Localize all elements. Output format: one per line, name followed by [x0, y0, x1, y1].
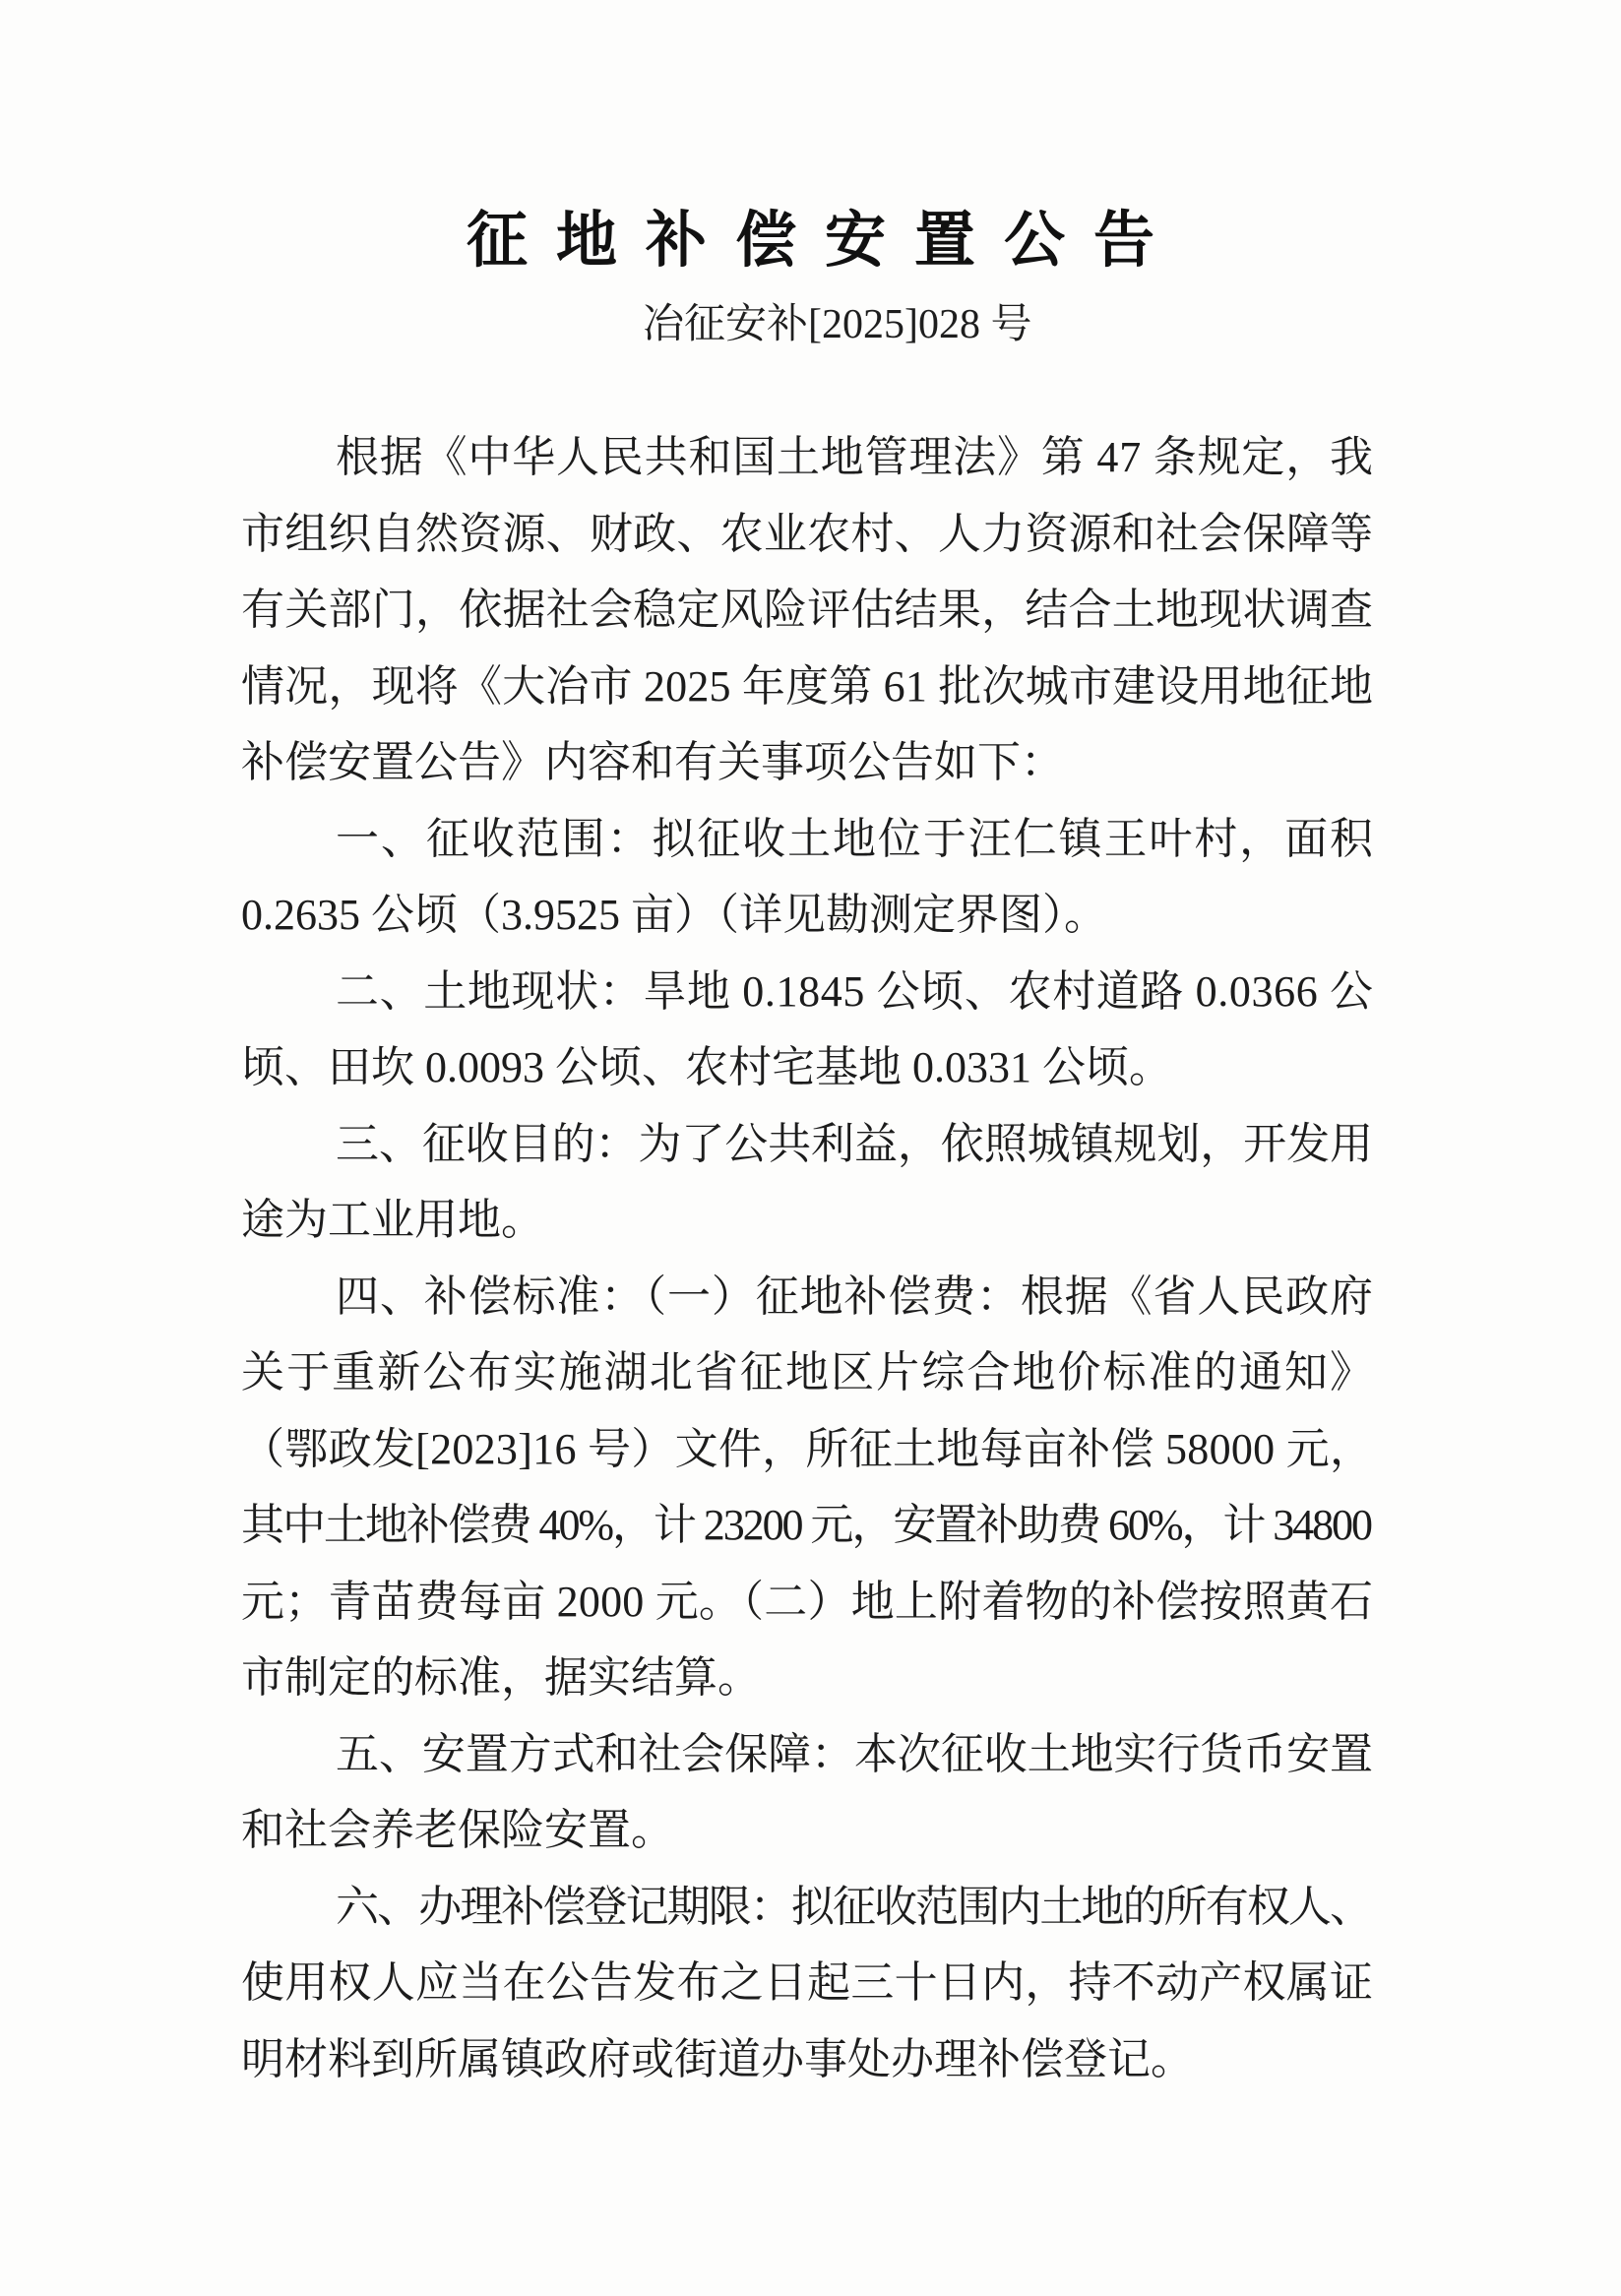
line-text: 根据《中华人民共和国土地管理法》第 47 条规定，我: [336, 433, 1374, 481]
line-text: 元；青苗费每亩 2000 元。（二）地上附着物的补偿按照黄石: [241, 1577, 1374, 1626]
text-line: [241, 1792, 1373, 1869]
line-text: 明材料到所属镇政府或街道办事处办理补偿登记。: [241, 2034, 1194, 2083]
text-line: [241, 1182, 1373, 1259]
line-text: 三、征收目的：为了公共利益，依照城镇规划，开发用: [336, 1119, 1373, 1168]
section-1-scope: [241, 801, 1373, 954]
paragraph-intro: [241, 419, 1373, 801]
line-text: 五、安置方式和社会保障：本次征收土地实行货币安置: [336, 1729, 1373, 1778]
line-text: 市组织自然资源、财政、农业农村、人力资源和社会保障等: [241, 509, 1374, 558]
line-text: 四、补偿标准：（一）征地补偿费：根据《省人民政府: [336, 1272, 1374, 1321]
text-line: [241, 954, 1373, 1030]
line-text: 情况，现将《大冶市 2025 年度第 61 批次城市建设用地征地: [241, 661, 1374, 711]
text-line: [241, 496, 1373, 573]
line-text: 使用权人应当在公告发布之日起三十日内，持不动产权属证: [241, 1958, 1374, 2007]
line-text: 其中土地补偿费 40%，计 23200 元，安置补助费 60%，计 34800: [241, 1501, 1371, 1549]
line-text: 补偿安置公告》内容和有关事项公告如下：: [241, 738, 1064, 786]
section-3-purpose: [241, 1106, 1373, 1259]
line-text: 市制定的标准，据实结算。: [241, 1653, 761, 1702]
section-2-land-status: [241, 954, 1373, 1106]
text-line: [241, 1945, 1373, 2021]
document-body: [241, 419, 1376, 2097]
text-line: [241, 1106, 1373, 1183]
line-text: 途为工业用地。: [241, 1196, 544, 1244]
text-line: [241, 1411, 1373, 1488]
line-text: 一、征收范围：拟征收土地位于汪仁镇王叶村，面积: [336, 814, 1375, 863]
line-text: 和社会养老保险安置。: [241, 1806, 674, 1854]
text-line: [241, 801, 1373, 878]
text-line: [241, 649, 1373, 725]
line-text: （鄂政发[2023]16 号）文件，所征土地每亩补偿 58000 元，: [241, 1424, 1374, 1473]
document-title: 征地补偿安置公告: [466, 208, 1183, 275]
section-6-registration-period: [241, 1869, 1373, 2098]
text-line: [241, 724, 1373, 801]
text-line: [241, 572, 1373, 649]
text-line: [241, 419, 1373, 496]
text-line: [241, 1564, 1373, 1641]
section-4-compensation-standard: [241, 1259, 1376, 1716]
text-line: [241, 877, 1373, 954]
text-line: [241, 1029, 1373, 1106]
text-line: [241, 1334, 1376, 1411]
document-number: 冶征安补[2025]028 号: [643, 302, 1032, 347]
text-line: [241, 1640, 1373, 1716]
text-line: [241, 2021, 1373, 2098]
text-line: [241, 1716, 1373, 1793]
text-line: [241, 1487, 1373, 1564]
line-text: 有关部门，依据社会稳定风险评估结果，结合土地现状调查: [241, 586, 1374, 634]
line-text: 0.2635 公顷（3.9525 亩）（详见勘测定界图）。: [241, 891, 1107, 939]
text-line: [241, 1869, 1373, 1946]
line-text: 二、土地现状：旱地 0.1845 公顷、农村道路 0.0366 公: [336, 966, 1374, 1016]
line-text: 关于重新公布实施湖北省征地区片综合地价标准的通知》: [241, 1348, 1376, 1396]
line-text: 六、办理补偿登记期限：拟征收范围内土地的所有权人、: [336, 1882, 1372, 1931]
text-line: [241, 1259, 1373, 1335]
section-5-resettlement: [241, 1716, 1373, 1869]
line-text: 顷、田坎 0.0093 公顷、农村宅基地 0.0331 公顷。: [241, 1043, 1172, 1091]
